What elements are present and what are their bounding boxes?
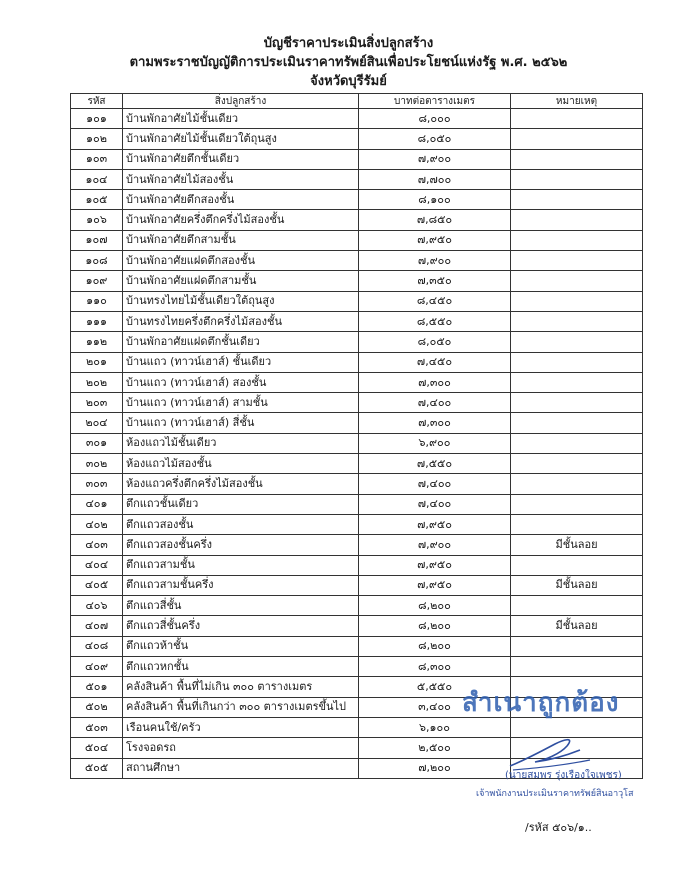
row-note [511, 109, 643, 129]
row-price: ๗,๙๐๐ [359, 251, 511, 271]
row-code: ๕๐๓ [71, 717, 123, 737]
row-price: ๘,๐๕๐ [359, 129, 511, 149]
table-row [71, 413, 643, 433]
row-code: ๔๐๙ [71, 657, 123, 677]
row-code: ๑๐๓ [71, 149, 123, 169]
row-price: ๘,๐๕๐ [359, 332, 511, 352]
row-building-name: ห้องแถวไม้ชั้นเดียว [123, 433, 359, 453]
row-code: ๑๐๙ [71, 271, 123, 291]
table-body [71, 109, 643, 779]
row-building-name: ตึกแถวสองชั้น [123, 514, 359, 534]
row-note [511, 474, 643, 494]
row-price: ๗,๕๕๐ [359, 454, 511, 474]
row-note [511, 129, 643, 149]
row-building-name: บ้านพักอาศัยครึ่งตึกครึ่งไม้สองชั้น [123, 210, 359, 230]
row-building-name: บ้านพักอาศัยไม้สองชั้น [123, 169, 359, 189]
row-price: ๗,๙๕๐ [359, 555, 511, 575]
table-row [71, 555, 643, 575]
row-price: ๘,๒๐๐ [359, 636, 511, 656]
row-price: ๗,๙๐๐ [359, 535, 511, 555]
row-code: ๔๐๑ [71, 494, 123, 514]
row-note: มีชั้นลอย [511, 575, 643, 595]
row-price: ๒,๕๐๐ [359, 738, 511, 758]
row-building-name: บ้านพักอาศัยตึกชั้นเดียว [123, 149, 359, 169]
row-price: ๗,๗๐๐ [359, 169, 511, 189]
row-code: ๓๐๓ [71, 474, 123, 494]
row-building-name: ตึกแถวชั้นเดียว [123, 494, 359, 514]
table-header-row [71, 94, 643, 109]
row-building-name: บ้านพักอาศัยแฝดตึกชั้นเดียว [123, 332, 359, 352]
header-building: สิ่งปลูกสร้าง [123, 94, 359, 109]
row-building-name: บ้านพักอาศัยไม้ชั้นเดียวใต้ถุนสูง [123, 129, 359, 149]
row-note [511, 454, 643, 474]
table-row [71, 251, 643, 271]
row-code: ๑๐๖ [71, 210, 123, 230]
row-code: ๒๐๓ [71, 393, 123, 413]
province-name: จังหวัดบุรีรัมย์ [310, 74, 387, 89]
row-note: มีชั้นลอย [511, 535, 643, 555]
row-building-name: บ้านพักอาศัยตึกสามชั้น [123, 230, 359, 250]
row-code: ๑๐๔ [71, 169, 123, 189]
row-price: ๘,๒๐๐ [359, 616, 511, 636]
row-code: ๑๑๐ [71, 291, 123, 311]
table-row [71, 109, 643, 129]
signer-title: เจ้าพนักงานประเมินราคาทรัพย์สินอาวุโส [476, 789, 634, 799]
row-price: ๘,๑๐๐ [359, 190, 511, 210]
row-code: ๔๐๒ [71, 514, 123, 534]
row-price: ๗,๓๐๐ [359, 413, 511, 433]
table-row [71, 494, 643, 514]
row-note [511, 657, 643, 677]
row-price: ๗,๘๕๐ [359, 210, 511, 230]
table-row [71, 210, 643, 230]
certified-copy-stamp: สำเนาถูกต้อง [462, 688, 620, 718]
row-price: ๕,๕๕๐ [359, 677, 511, 697]
row-code: ๔๐๔ [71, 555, 123, 575]
table-row [71, 230, 643, 250]
table-row [71, 575, 643, 595]
header-price: บาทต่อตารางเมตร [359, 94, 511, 109]
row-price: ๖,๙๐๐ [359, 433, 511, 453]
page-reference: /รหัส ๕๐๖/๑.. [525, 821, 592, 834]
row-note [511, 230, 643, 250]
table-row [71, 393, 643, 413]
row-note [511, 190, 643, 210]
row-note [511, 149, 643, 169]
table-row [71, 332, 643, 352]
row-note [511, 352, 643, 372]
table-row [71, 169, 643, 189]
table-row [71, 311, 643, 331]
table-row [71, 657, 643, 677]
row-code: ๔๐๓ [71, 535, 123, 555]
table-row [71, 433, 643, 453]
row-code: ๔๐๕ [71, 575, 123, 595]
row-note [511, 393, 643, 413]
row-building-name: เรือนคนใช้/ครัว [123, 717, 359, 737]
document-title: บัญชีราคาประเมินสิ่งปลูกสร้าง [263, 36, 434, 51]
row-note [511, 636, 643, 656]
row-price: ๗,๔๐๐ [359, 494, 511, 514]
row-building-name: บ้านพักอาศัยไม้ชั้นเดียว [123, 109, 359, 129]
table-row [71, 514, 643, 534]
row-price: ๗,๙๕๐ [359, 230, 511, 250]
row-building-name: ตึกแถวสามชั้น [123, 555, 359, 575]
row-price: ๗,๒๐๐ [359, 758, 511, 778]
row-price: ๗,๙๕๐ [359, 514, 511, 534]
row-building-name: สถานศึกษา [123, 758, 359, 778]
row-code: ๕๐๔ [71, 738, 123, 758]
row-note [511, 494, 643, 514]
row-code: ๓๐๑ [71, 433, 123, 453]
row-note [511, 251, 643, 271]
row-code: ๕๐๕ [71, 758, 123, 778]
row-building-name: ห้องแถวไม้สองชั้น [123, 454, 359, 474]
row-building-name: บ้านแถว (ทาวน์เฮาส์) สี่ชั้น [123, 413, 359, 433]
row-code: ๓๐๒ [71, 454, 123, 474]
row-note [511, 413, 643, 433]
row-building-name: ตึกแถวสี่ชั้นครึ่ง [123, 616, 359, 636]
row-building-name: คลังสินค้า พื้นที่ไม่เกิน ๓๐๐ ตารางเมตร [123, 677, 359, 697]
row-code: ๑๐๑ [71, 109, 123, 129]
header-code: รหัส [71, 94, 123, 109]
table-row [71, 474, 643, 494]
row-note [511, 514, 643, 534]
row-building-name: บ้านพักอาศัยตึกสองชั้น [123, 190, 359, 210]
table-row [71, 149, 643, 169]
table-row [71, 535, 643, 555]
table-row [71, 372, 643, 392]
row-code: ๑๑๑ [71, 311, 123, 331]
row-note [511, 291, 643, 311]
row-note [511, 596, 643, 616]
row-price: ๘,๒๐๐ [359, 596, 511, 616]
row-building-name: ตึกแถวหกชั้น [123, 657, 359, 677]
row-code: ๕๐๑ [71, 677, 123, 697]
table-row [71, 616, 643, 636]
row-code: ๒๐๒ [71, 372, 123, 392]
row-building-name: บ้านแถว (ทาวน์เฮาส์) สามชั้น [123, 393, 359, 413]
row-note [511, 311, 643, 331]
row-building-name: ตึกแถวสองชั้นครึ่ง [123, 535, 359, 555]
row-building-name: ตึกแถวห้าชั้น [123, 636, 359, 656]
row-code: ๒๐๑ [71, 352, 123, 372]
row-code: ๑๐๕ [71, 190, 123, 210]
document-subtitle: ตามพระราชบัญญัติการประเมินราคาทรัพย์สินเพื่อประโยชน์แห่งรัฐ พ.ศ. ๒๕๖๒ [129, 55, 568, 70]
row-price: ๘,๐๐๐ [359, 109, 511, 129]
table-row [71, 454, 643, 474]
row-code: ๒๐๔ [71, 413, 123, 433]
table-row [71, 129, 643, 149]
table-row [71, 352, 643, 372]
row-code: ๔๐๗ [71, 616, 123, 636]
row-price: ๗,๓๕๐ [359, 271, 511, 291]
row-building-name: ห้องแถวครึ่งตึกครึ่งไม้สองชั้น [123, 474, 359, 494]
row-price: ๘,๓๐๐ [359, 657, 511, 677]
table-row [71, 596, 643, 616]
row-price: ๖,๑๐๐ [359, 717, 511, 737]
row-price: ๘,๕๕๐ [359, 311, 511, 331]
row-note [511, 271, 643, 291]
row-building-name: บ้านทรงไทยไม้ชั้นเดียวใต้ถุนสูง [123, 291, 359, 311]
table-row [71, 291, 643, 311]
row-price: ๘,๔๕๐ [359, 291, 511, 311]
row-price: ๗,๔๕๐ [359, 352, 511, 372]
row-price: ๗,๓๐๐ [359, 372, 511, 392]
row-code: ๑๐๘ [71, 251, 123, 271]
row-code: ๔๐๘ [71, 636, 123, 656]
row-note [511, 169, 643, 189]
row-building-name: ตึกแถวสี่ชั้น [123, 596, 359, 616]
price-table [70, 93, 643, 779]
row-note [511, 555, 643, 575]
row-building-name: บ้านพักอาศัยแฝดตึกสามชั้น [123, 271, 359, 291]
row-price: ๓,๔๐๐ [359, 697, 511, 717]
row-building-name: โรงจอดรถ [123, 738, 359, 758]
table-row [71, 190, 643, 210]
table-row [71, 636, 643, 656]
row-price: ๗,๔๐๐ [359, 474, 511, 494]
row-note [511, 433, 643, 453]
row-code: ๑๐๒ [71, 129, 123, 149]
row-price: ๗,๙๐๐ [359, 149, 511, 169]
row-note [511, 372, 643, 392]
signer-name: (นายสมพร รุ่งเรืองใจเพชร) [505, 770, 622, 781]
row-building-name: ตึกแถวสามชั้นครึ่ง [123, 575, 359, 595]
row-code: ๑๑๒ [71, 332, 123, 352]
header-note: หมายเหตุ [511, 94, 643, 109]
row-code: ๕๐๒ [71, 697, 123, 717]
row-building-name: บ้านทรงไทยครึ่งตึกครึ่งไม้สองชั้น [123, 311, 359, 331]
row-price: ๗,๔๐๐ [359, 393, 511, 413]
row-note [511, 210, 643, 230]
row-code: ๑๐๗ [71, 230, 123, 250]
row-building-name: บ้านแถว (ทาวน์เฮาส์) ชั้นเดียว [123, 352, 359, 372]
row-price: ๗,๙๕๐ [359, 575, 511, 595]
row-building-name: คลังสินค้า พื้นที่เกินกว่า ๓๐๐ ตารางเมตรขึ้นไป [123, 697, 359, 717]
row-note [511, 332, 643, 352]
row-code: ๔๐๖ [71, 596, 123, 616]
row-note: มีชั้นลอย [511, 616, 643, 636]
table-row [71, 271, 643, 291]
row-building-name: บ้านแถว (ทาวน์เฮาส์) สองชั้น [123, 372, 359, 392]
row-building-name: บ้านพักอาศัยแฝดตึกสองชั้น [123, 251, 359, 271]
